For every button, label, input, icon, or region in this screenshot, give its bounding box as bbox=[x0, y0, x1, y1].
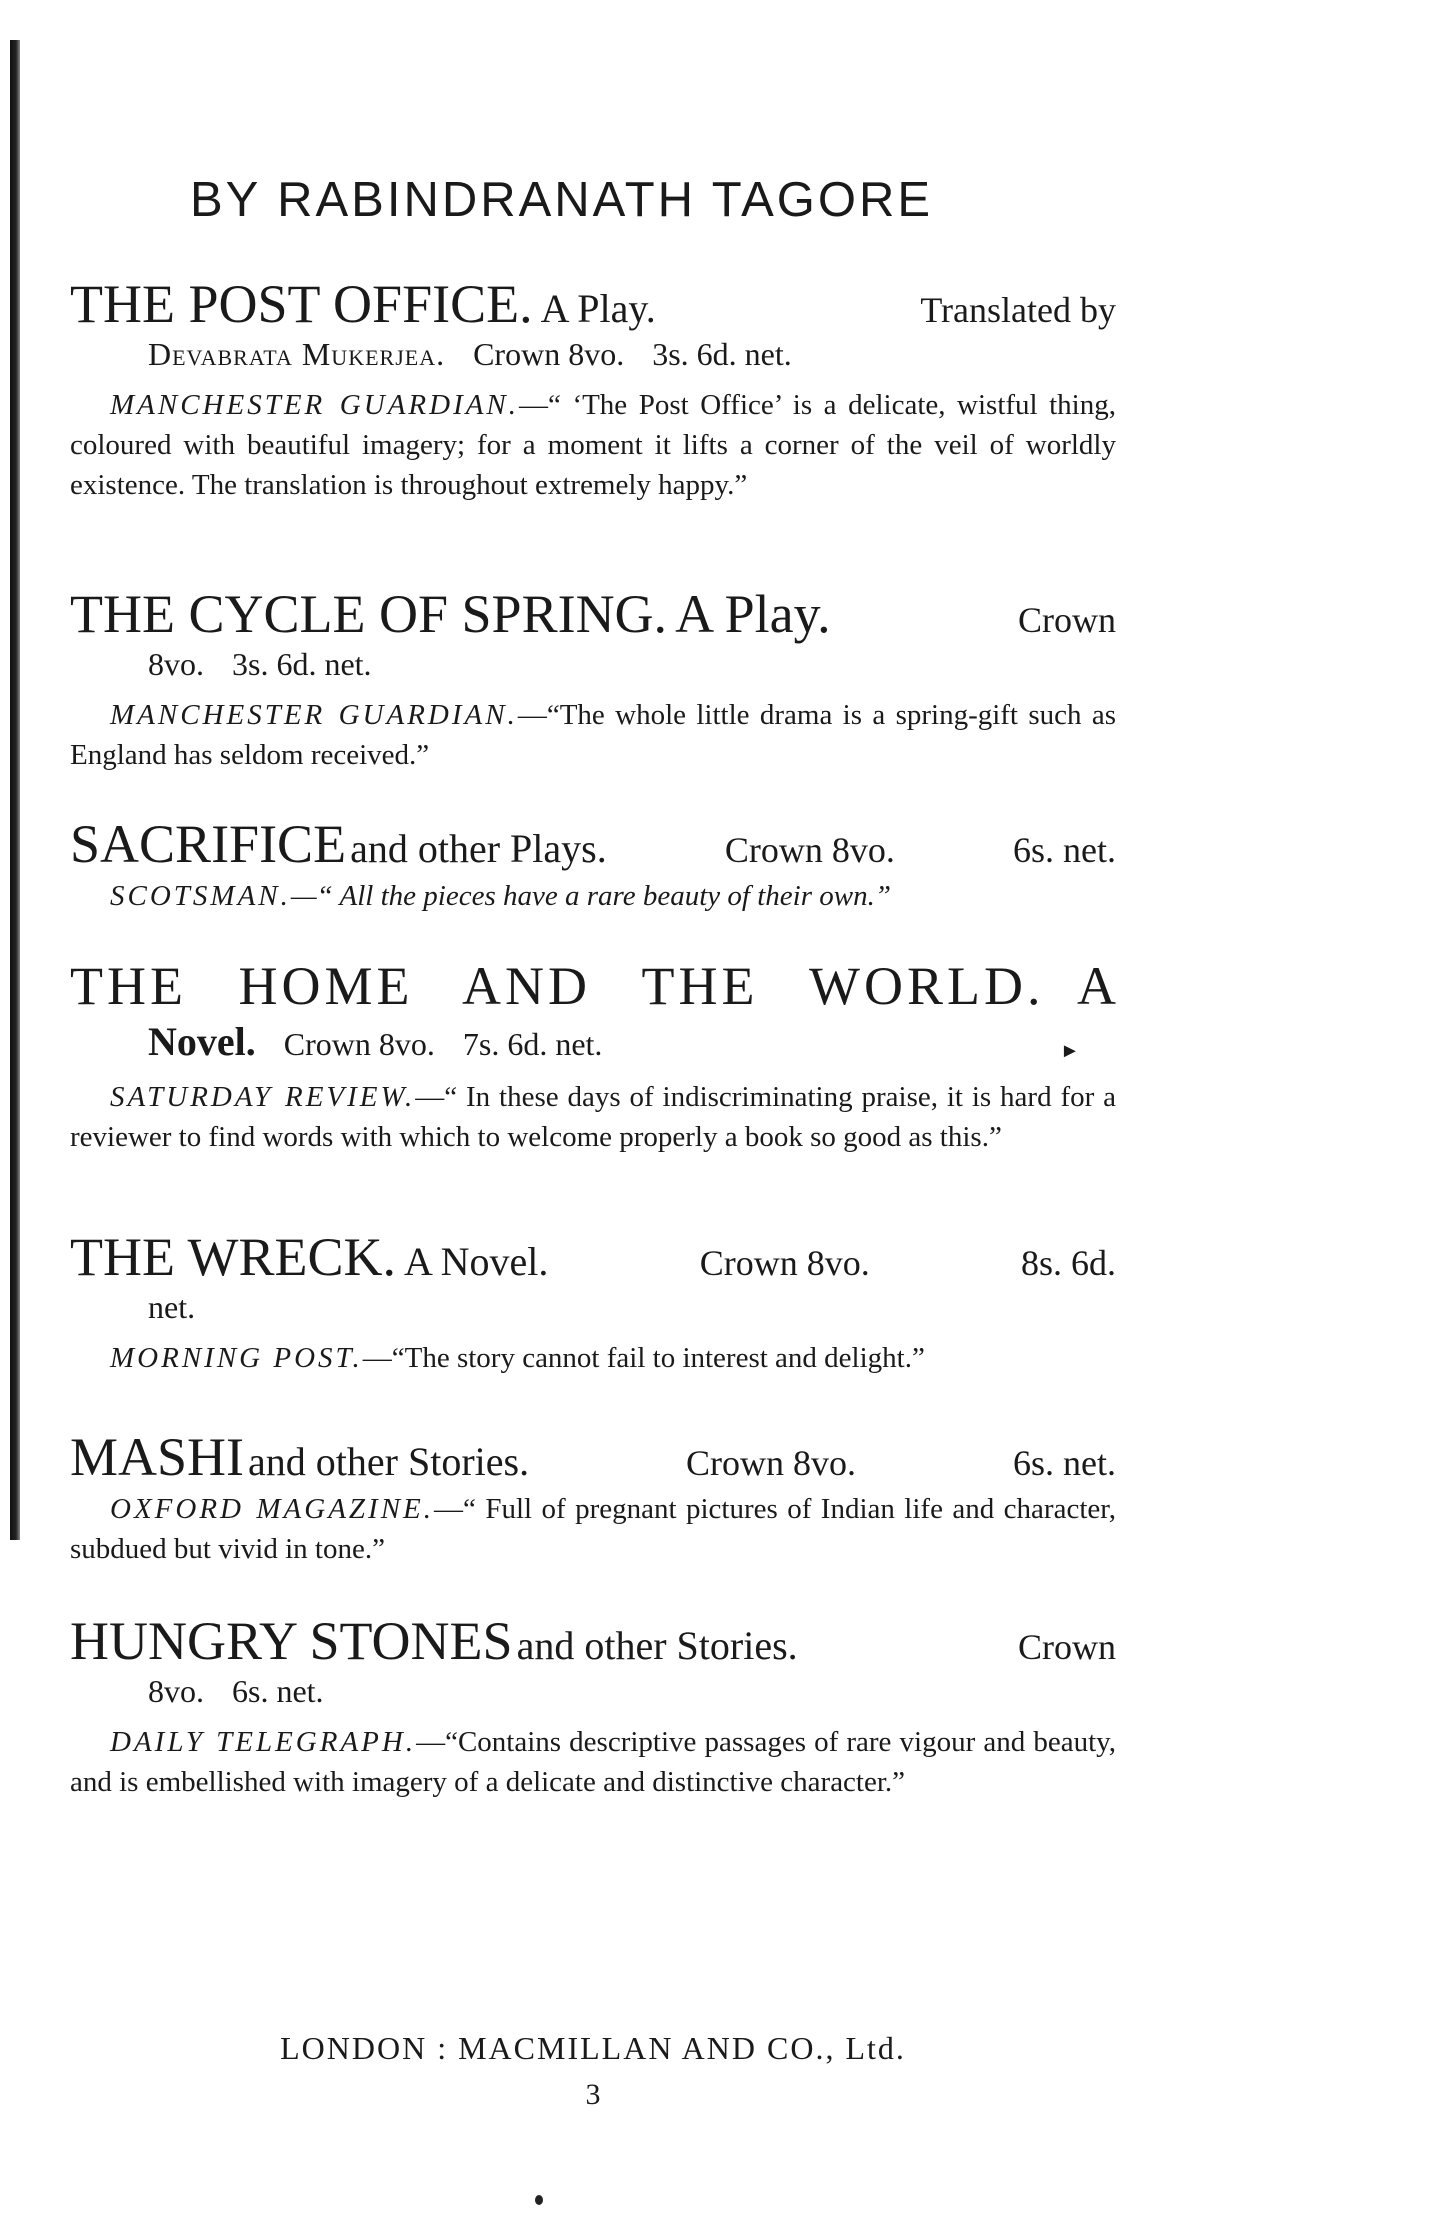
review-source: MANCHESTER GUARDIAN. bbox=[110, 699, 518, 732]
review-quote bbox=[70, 1722, 1116, 1802]
review-quote bbox=[70, 1077, 1116, 1157]
translator-name: Devabrata Mukerjea. bbox=[148, 336, 446, 373]
book-price: 6s. net. bbox=[232, 1673, 324, 1710]
review-text: —“The whole little drama is a spring-gift such as England has seldom received.” bbox=[70, 699, 1116, 772]
book-genre: A Novel. bbox=[403, 1239, 549, 1284]
author-heading: BY RABINDRANATH TAGORE bbox=[190, 173, 934, 227]
entry-title-line bbox=[70, 585, 1116, 644]
review-source: SATURDAY REVIEW. bbox=[110, 1081, 416, 1114]
book-format-cont: 8vo. bbox=[148, 646, 204, 683]
translated-by-label: Translated by bbox=[920, 290, 1116, 330]
continuation-mark-icon: ► bbox=[1060, 1040, 1080, 1062]
book-price: 6s. net. bbox=[1013, 1443, 1116, 1483]
book-entry-home-and-world bbox=[70, 957, 1116, 1157]
book-price-cont: net. bbox=[148, 1289, 196, 1326]
catalogue-page bbox=[70, 0, 1116, 2235]
book-entry-hungry-stones bbox=[70, 1612, 1116, 1802]
book-price: 3s. 6d. net. bbox=[652, 336, 792, 373]
book-format: Crown 8vo. bbox=[473, 336, 625, 373]
ink-spot bbox=[535, 2195, 543, 2205]
book-format: Crown bbox=[1018, 1627, 1116, 1667]
review-text: —“ All the pieces have a rare beauty of their own.” bbox=[290, 880, 891, 913]
entry-details bbox=[70, 336, 1116, 373]
book-format: Crown 8vo. bbox=[699, 1243, 870, 1283]
book-subtitle: and other Plays. bbox=[350, 826, 607, 871]
entry-details bbox=[70, 1289, 1116, 1326]
book-entry-mashi bbox=[70, 1428, 1116, 1569]
entry-title-line bbox=[70, 957, 1116, 1016]
review-source: DAILY TELEGRAPH. bbox=[110, 1726, 417, 1759]
entry-title-line bbox=[70, 1428, 1116, 1487]
review-quote bbox=[70, 695, 1116, 775]
book-entry-cycle-of-spring bbox=[70, 585, 1116, 775]
book-format: Crown 8vo. bbox=[283, 1026, 435, 1063]
review-source: OXFORD MAGAZINE. bbox=[110, 1493, 435, 1526]
book-price: 7s. 6d. net. bbox=[462, 1026, 603, 1063]
book-entry-post-office bbox=[70, 275, 1116, 505]
book-genre: A Play. bbox=[540, 286, 656, 331]
entry-details bbox=[70, 1018, 1116, 1065]
entry-title-line bbox=[70, 1612, 1116, 1671]
book-price: 3s. 6d. net. bbox=[232, 646, 372, 683]
book-article: A bbox=[1077, 956, 1116, 1016]
book-format: Crown 8vo. bbox=[686, 1443, 857, 1483]
book-title: THE WRECK. bbox=[70, 1227, 396, 1287]
publisher-imprint: LONDON : MACMILLAN AND CO., Ltd. bbox=[280, 2030, 906, 2066]
review-source: MORNING POST. bbox=[110, 1342, 363, 1375]
book-title: SACRIFICE bbox=[70, 814, 347, 874]
entry-title-line bbox=[70, 815, 1116, 874]
book-price: 8s. 6d. bbox=[1020, 1243, 1116, 1283]
review-text: —“ ‘The Post Office’ is a delicate, wistful thing, coloured with beautiful imagery; for a moment it lifts a corner of the veil of worldly existence. The translation is throughout extremely happy.” bbox=[70, 389, 1116, 502]
book-title: MASHI bbox=[70, 1427, 245, 1487]
review-text: —“Contains descriptive passages of rare vigour and beauty, and is embellished with imagery of a delicate and distinctive character.” bbox=[70, 1726, 1116, 1799]
book-title: THE HOME AND THE WORLD. bbox=[70, 956, 1045, 1016]
book-genre: A Play. bbox=[675, 584, 831, 644]
book-price: 6s. net. bbox=[1012, 830, 1116, 870]
review-quote bbox=[70, 1489, 1116, 1569]
entry-title-line bbox=[70, 275, 1116, 334]
book-entry-wreck bbox=[70, 1228, 1116, 1378]
book-title: THE POST OFFICE. bbox=[70, 274, 533, 334]
book-subtitle: and other Stories. bbox=[516, 1623, 798, 1668]
book-genre: Novel. bbox=[148, 1019, 256, 1065]
book-format-cont: 8vo. bbox=[148, 1673, 204, 1710]
review-quote bbox=[70, 385, 1116, 505]
book-format: Crown bbox=[1018, 600, 1116, 640]
book-title: THE CYCLE OF SPRING. bbox=[70, 584, 668, 644]
book-entry-sacrifice bbox=[70, 815, 1116, 916]
review-quote bbox=[70, 1338, 1116, 1378]
book-format: Crown 8vo. bbox=[724, 830, 895, 870]
book-title: HUNGRY STONES bbox=[70, 1611, 513, 1671]
review-text: —“ In these days of indiscriminating praise, it is hard for a reviewer to find words with which to welcome properly a book so good as this.” bbox=[70, 1081, 1116, 1154]
review-source: MANCHESTER GUARDIAN. bbox=[110, 389, 520, 422]
entry-details bbox=[70, 1673, 1116, 1710]
review-source: SCOTSMAN. bbox=[110, 880, 291, 913]
book-spine-shadow bbox=[10, 40, 20, 1540]
entry-title-line bbox=[70, 1228, 1116, 1287]
page-number: 3 bbox=[585, 2078, 601, 2111]
review-text: —“The story cannot fail to interest and delight.” bbox=[362, 1342, 925, 1375]
review-quote bbox=[70, 876, 1116, 916]
review-text: —“ Full of pregnant pictures of Indian life and character, subdued but vivid in tone.” bbox=[70, 1493, 1117, 1566]
book-subtitle: and other Stories. bbox=[248, 1439, 530, 1484]
entry-details bbox=[70, 646, 1116, 683]
